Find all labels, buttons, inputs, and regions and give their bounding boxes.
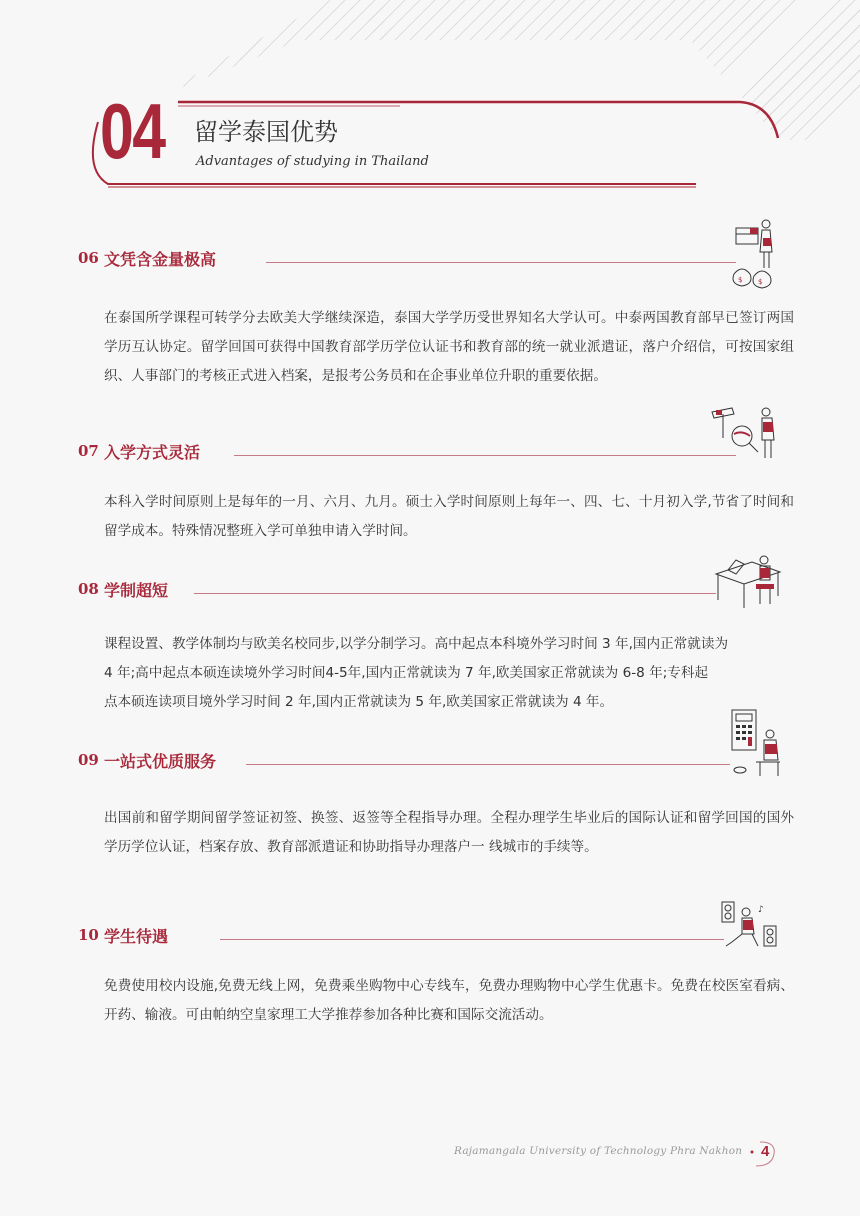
money-bag-person-icon	[724, 218, 784, 296]
section-paragraph-10	[104, 972, 794, 1030]
section-heading-10	[78, 923, 168, 947]
section-title: 文凭含金量极高	[104, 249, 217, 269]
page-subtitle: Advantages of studying in Thailand	[196, 154, 429, 169]
section-number: 08	[78, 580, 99, 598]
page-title: 留学泰国优势	[194, 118, 338, 146]
section-paragraph-06	[104, 304, 794, 391]
paragraph-line: 课程设置、教学体制均与欧美名校同步,以学分制学习。高中起点本科境外学习时间 3 年,国内正常就读为	[104, 636, 729, 652]
section-rule	[194, 593, 716, 594]
paragraph-text: 出国前和留学期间留学签证初签、换签、返签等全程指导办理。全程办理学生毕业后的国际认证和留学回国的国外学历学位认证，档案存放、教育部派遣证和协助指导办理落户一 线城市的手续等。	[104, 810, 794, 855]
section-title: 一站式优质服务	[104, 751, 217, 771]
section-number: 06	[78, 249, 99, 267]
chapter-number: 04	[100, 87, 165, 175]
paragraph-line: 4 年;高中起点本硕连读境外学习时间4-5年,国内正常就读为 7 年,欧美国家正常就读为 6-8 年;专科起	[104, 665, 709, 681]
magnifier-person-icon	[706, 404, 786, 464]
page-number: 4	[761, 1143, 770, 1160]
music-student-icon	[718, 898, 784, 954]
section-paragraph-08	[104, 630, 794, 717]
section-paragraph-09	[104, 804, 794, 862]
section-rule	[234, 455, 736, 456]
section-heading-09	[78, 748, 216, 772]
section-paragraph-07	[104, 488, 794, 546]
section-number: 10	[78, 926, 99, 944]
svg-text:$: $	[738, 276, 743, 284]
section-title: 学生待遇	[104, 926, 169, 946]
section-number: 07	[78, 442, 99, 460]
section-number: 09	[78, 751, 99, 769]
paragraph-text: 本科入学时间原则上是每年的一月、六月、九月。硕士入学时间原则上每年一、四、七、十月初入学,节省了时间和留学成本。特殊情况整班入学可单独申请入学时间。	[104, 494, 794, 539]
section-title: 学制超短	[104, 580, 169, 600]
section-heading-06	[78, 246, 216, 270]
svg-text:♪: ♪	[758, 905, 764, 915]
svg-text:$: $	[758, 278, 763, 286]
section-title: 入学方式灵活	[104, 442, 201, 462]
paragraph-line: 点本硕连读项目境外学习时间 2 年,国内正常就读为 5 年,欧美国家正常就读为 4 年。	[104, 694, 614, 710]
paragraph-text: 在泰国所学课程可转学分去欧美大学继续深造，泰国大学学历受世界知名大学认可。中泰两国教育部早已签订两国学历互认协定。留学回国可获得中国教育部学历学位认证书和教育部的统一就业派遣证，落户介绍信，可按国家组织、人事部门的考核正式进入档案，是报考公务员和在企事业单位升职的重要依据。	[104, 310, 794, 384]
section-heading-07	[78, 439, 200, 463]
section-heading-08	[78, 577, 168, 601]
calculator-service-icon	[726, 706, 784, 782]
section-rule	[220, 939, 724, 940]
paragraph-text: 免费使用校内设施,免费无线上网，免费乘坐购物中心专线车，免费办理购物中心学生优惠卡。免费在校医室看病、开药、输液。可由帕纳空皇家理工大学推荐参加各种比赛和国际交流活动。	[104, 978, 794, 1023]
section-rule	[266, 262, 736, 263]
section-rule	[246, 764, 730, 765]
desk-study-icon	[712, 548, 784, 610]
footer-university: Rajamangala University of Technology Phra Nakhon	[454, 1145, 743, 1157]
